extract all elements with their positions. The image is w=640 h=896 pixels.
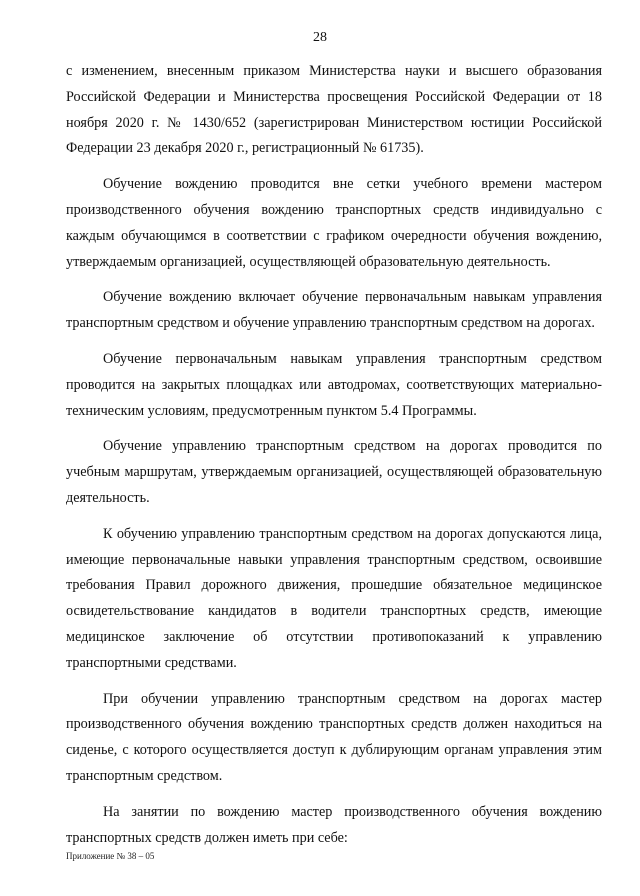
paragraph-instructor-seat: При обучении управлению транспортным средством на дорогах мастер производственного обучения вождению транспортных средств должен находиться на сиденье, с которого осуществляется доступ к дублирующим органам управления этим транспортным средством. [66, 690, 602, 784]
paragraph-driving-schedule: Обучение вождению проводится вне сетки учебного времени мастером производственного обучения вождению транспортных средств индивидуально с каждым обучающимся в соответствии с графиком очередности обучения вождению, утверждаемым организацией, осуществляющей образовательную деятельность. [66, 176, 602, 270]
paragraph-amendment-continuation: с изменением, внесенным приказом Министерства науки и высшего образования Российской Федерации и Министерства просвещения Российской Федерации от 18 ноября 2020 г. № 1430/652 (зарегистрирован Министерством юстиции Российской Федерации 23 декабря 2020 г., регистрационный № 61735). [66, 63, 602, 157]
footer-appendix-label: Приложение № 38 – 05 [66, 851, 155, 861]
paragraph-instructor-documents: На занятии по вождению мастер производственного обучения вождению транспортных средств должен иметь при себе: [66, 803, 602, 846]
paragraph-closed-areas: Обучение первоначальным навыкам управления транспортным средством проводится на закрытых площадках или автодромах, соответствующих материально-техническим условиям, предусмотренным пунктом 5.4 Программы. [66, 350, 602, 419]
page-number: 28 [313, 30, 327, 45]
paragraph-driving-components: Обучение вождению включает обучение первоначальным навыкам управления транспортным средством и обучение управлению транспортным средством на дорогах. [66, 289, 602, 332]
paragraph-road-admission: К обучению управлению транспортным средством на дорогах допускаются лица, имеющие первоначальные навыки управления транспортным средством, освоившие требования Правил дорожного движения, прошедшие обязательное медицинское освидетельствование кандидатов в водители транспортных средств, имеющие медицинское заключение об отсутствии противопоказаний к управлению транспортными средствами. [66, 525, 602, 671]
paragraph-training-routes: Обучение управлению транспортным средством на дорогах проводится по учебным маршрутам, утверждаемым организацией, осуществляющей образовательную деятельность. [66, 438, 602, 506]
document-body [66, 59, 602, 861]
